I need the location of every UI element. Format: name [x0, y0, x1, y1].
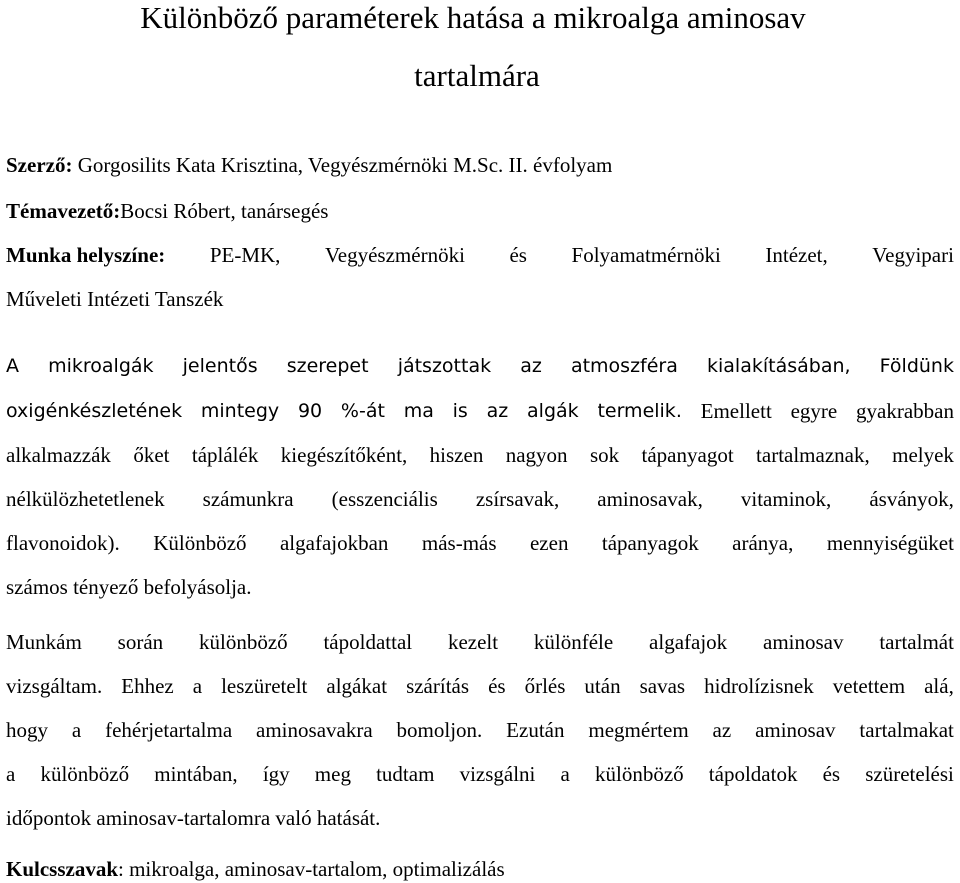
word: jelentős	[182, 355, 258, 377]
word: atmoszféra	[570, 355, 678, 377]
word: zsírsavak,	[475, 487, 560, 511]
word: ma	[403, 400, 434, 422]
word: egyre	[790, 399, 838, 423]
word: termelik.	[597, 400, 682, 422]
word: más-más	[421, 531, 497, 555]
paragraph2-line-3	[6, 717, 954, 743]
paragraph2-line-1	[6, 629, 954, 655]
paragraph1-line-1	[6, 353, 954, 379]
word: a	[6, 762, 16, 786]
word: Ehhez	[121, 674, 174, 698]
word: szüretelési	[865, 762, 954, 786]
keywords-line	[6, 856, 505, 882]
word: nélkülözhetetlenek	[6, 487, 165, 511]
word: tudtam	[376, 762, 435, 786]
word: tápanyagot	[641, 443, 734, 467]
word: is	[452, 400, 468, 422]
paragraph1-line-2	[6, 398, 954, 424]
paragraph1-line-5	[6, 530, 954, 556]
word: őket	[133, 443, 170, 467]
word: ezen	[529, 531, 569, 555]
location-word: Intézet,	[765, 243, 828, 267]
word: és	[822, 762, 841, 786]
word: különféle	[533, 630, 614, 654]
word: tartalmaznak,	[756, 443, 870, 467]
word: mintegy	[200, 400, 280, 422]
word: gyakrabban	[856, 399, 954, 423]
word: aránya,	[732, 531, 794, 555]
word: %-át	[340, 400, 385, 422]
word: aminosav	[755, 718, 836, 742]
word: sok	[589, 443, 620, 467]
word: után	[584, 674, 621, 698]
word: tartalmakat	[859, 718, 954, 742]
word: és	[488, 674, 506, 698]
word: aminosav	[763, 630, 844, 654]
word: a	[71, 718, 82, 742]
word: így	[262, 762, 290, 786]
author-line	[6, 152, 612, 178]
word: őrlés	[524, 674, 566, 698]
word: táplálék	[191, 443, 259, 467]
word: hiszen	[429, 443, 484, 467]
location-word: Folyamatmérnöki	[571, 243, 721, 267]
paragraph1-line-3	[6, 442, 954, 468]
word: algafajokban	[279, 531, 389, 555]
keywords-value: : mikroalga, aminosav-tartalom, optimalizálás	[118, 857, 505, 881]
word: alkalmazzák	[6, 443, 111, 467]
word: flavonoidok).	[6, 531, 120, 555]
word: Földünk	[879, 355, 954, 377]
word: leszüretelt	[221, 674, 308, 698]
word: Munkám	[6, 630, 82, 654]
word: mennyiségüket	[826, 531, 954, 555]
word: nagyon	[505, 443, 568, 467]
word: vizsgálni	[459, 762, 536, 786]
word: vitaminok,	[740, 487, 832, 511]
word: hidrolízisnek	[704, 674, 814, 698]
word: algák	[527, 400, 579, 422]
word: szárítás	[406, 674, 470, 698]
word: algafajok	[649, 630, 728, 654]
word: savas	[639, 674, 686, 698]
word: különböző	[595, 762, 684, 786]
word: (esszenciális	[331, 487, 438, 511]
paragraph1-line-6: számos tényező befolyásolja.	[6, 575, 252, 599]
word: Emellett	[700, 399, 772, 423]
word: Különböző	[153, 531, 247, 555]
word: tartalmát	[879, 630, 954, 654]
location-word: Vegyészmérnöki	[324, 243, 465, 267]
word: aminosavakra	[256, 718, 373, 742]
word: A	[6, 355, 19, 377]
word: megmértem	[588, 718, 689, 742]
word: kezelt	[447, 630, 499, 654]
location-word: PE-MK,	[209, 243, 281, 267]
word: tápoldattal	[323, 630, 413, 654]
word: fehérjetartalma	[105, 718, 233, 742]
word: algákat	[326, 674, 388, 698]
word: kialakításában,	[707, 355, 851, 377]
supervisor-line	[6, 198, 328, 224]
word: tápoldatok	[708, 762, 798, 786]
word: szerepet	[286, 355, 369, 377]
location-label: Munka helyszíne:	[6, 243, 166, 267]
word: során	[117, 630, 164, 654]
word: a	[560, 762, 570, 786]
word: aminosavak,	[597, 487, 703, 511]
word: az	[520, 355, 542, 377]
location-word: Vegyipari	[872, 243, 954, 267]
word: az	[486, 400, 509, 422]
word: meg	[314, 762, 351, 786]
document-title-line-2: tartalmára	[414, 58, 540, 93]
word: 90	[297, 400, 323, 422]
word: mikroalgák	[48, 355, 154, 377]
word: kiegészítőként,	[280, 443, 408, 467]
paragraph2-line-2	[6, 673, 954, 699]
supervisor-label: Témavezető:	[6, 199, 121, 223]
supervisor-value: Bocsi Róbert, tanársegés	[120, 199, 329, 223]
author-label: Szerző:	[6, 153, 73, 177]
word: játszottak	[397, 355, 492, 377]
word: melyek	[892, 443, 954, 467]
paragraph2-line-4	[6, 761, 954, 787]
word: bomoljon.	[396, 718, 483, 742]
author-value: Gorgosilits Kata Krisztina, Vegyészmérnöki M.Sc. II. évfolyam	[72, 153, 613, 177]
word: a	[192, 674, 203, 698]
word: ásványok,	[869, 487, 954, 511]
paragraph2-line-5: időpontok aminosav-tartalomra való hatását.	[6, 806, 381, 830]
location-line	[6, 242, 954, 268]
word: vetettem	[832, 674, 906, 698]
word: mintában,	[154, 762, 238, 786]
keywords-label: Kulcsszavak	[6, 857, 119, 881]
paragraph1-line-4	[6, 486, 954, 512]
location-word: és	[509, 243, 527, 267]
location-line-2: Műveleti Intézeti Tanszék	[6, 287, 224, 311]
word: különböző	[198, 630, 288, 654]
word: különböző	[40, 762, 130, 786]
word: oxigénkészletének	[6, 400, 183, 422]
word: az	[712, 718, 732, 742]
document-title-line-1: Különböző paraméterek hatása a mikroalga aminosav	[140, 0, 806, 35]
word: hogy	[6, 718, 48, 742]
word: számunkra	[202, 487, 294, 511]
word: tápanyagok	[601, 531, 699, 555]
word: vizsgáltam.	[6, 674, 103, 698]
word: Ezután	[506, 718, 565, 742]
word: alá,	[924, 674, 954, 698]
